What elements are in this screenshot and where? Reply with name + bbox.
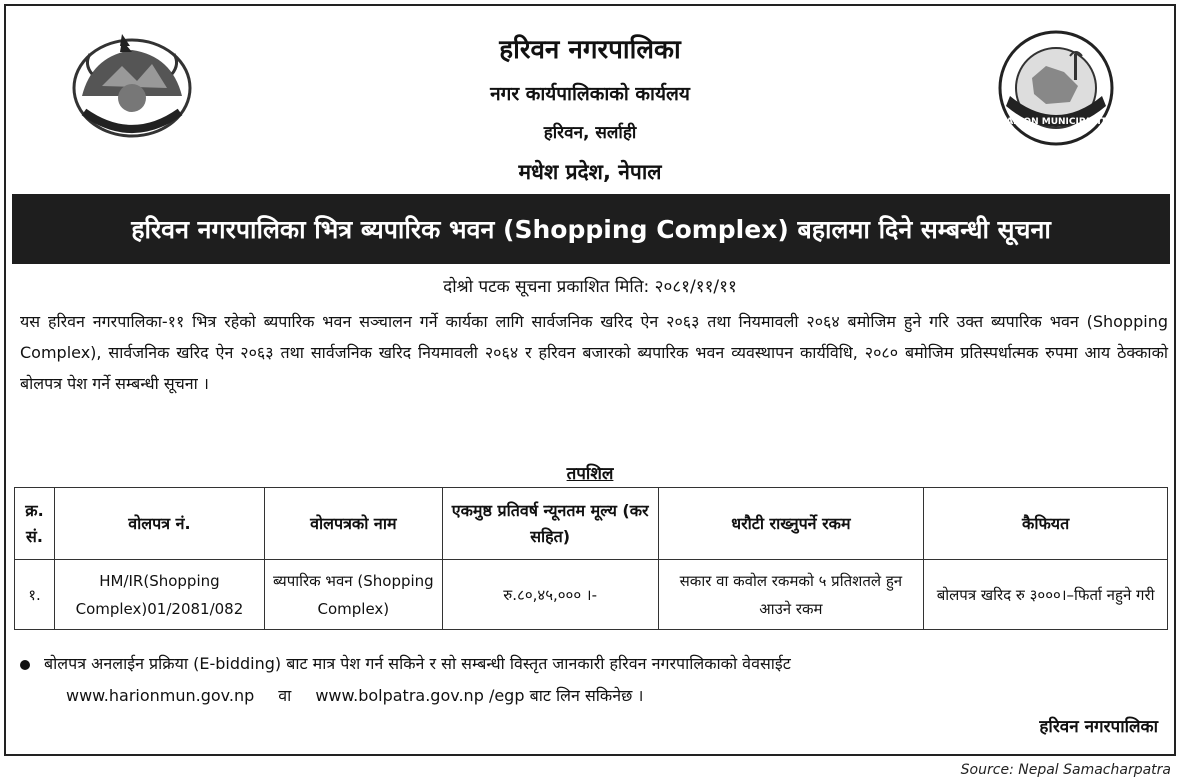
- publication-date: दोश्रो पटक सूचना प्रकाशित मिति: २०८१/११/११: [443, 277, 737, 297]
- ebidding-note: [20, 648, 1170, 712]
- office-address: हरिवन, सर्लाही: [543, 123, 637, 143]
- signature: हरिवन नगरपालिका: [1039, 717, 1158, 737]
- table-row: [15, 560, 1168, 630]
- table-caption-text: तपशिल: [566, 464, 614, 484]
- notice-title: हरिवन नगरपालिका भित्र ब्यपारिक भवन (Shopping Complex) बहालमा दिने सम्बन्धी सूचना: [12, 194, 1170, 264]
- table-header-row: [15, 488, 1168, 560]
- cell-bid-name: ब्यपारिक भवन (Shopping Complex): [264, 560, 442, 630]
- header-bid-no: वोलपत्र नं.: [54, 488, 264, 560]
- logo-text: HARION MUNICIPALITY: [998, 117, 1114, 127]
- cell-deposit: सकार वा कवोल रकमको ५ प्रतिशतले हुन आउने रकम: [658, 560, 924, 630]
- header-bid-name: वोलपत्रको नाम: [264, 488, 442, 560]
- cell-serial: १.: [15, 560, 55, 630]
- cell-min-price: रु.८०,४५,००० ।-: [442, 560, 658, 630]
- cell-bid-no: HM/IR(Shopping Complex)01/2081/082: [54, 560, 264, 630]
- province-country: मधेश प्रदेश, नेपाल: [518, 160, 662, 184]
- bid-table: [14, 487, 1168, 630]
- ebidding-suffix: बाट लिन सकिनेछ ।: [529, 686, 644, 705]
- header-remarks: कैफियत: [924, 488, 1168, 560]
- header-min-price: एकमुष्ठ प्रतिवर्ष न्यूनतम मूल्य (कर सहित): [442, 488, 658, 560]
- source-credit: Source: Nepal Samacharpatra: [960, 762, 1171, 778]
- municipality-name: हरिवन नगरपालिका: [499, 35, 681, 65]
- website-link-bolpatra[interactable]: www.bolpatra.gov.np /egp: [315, 686, 525, 705]
- header-serial: क्र. सं.: [15, 488, 55, 560]
- table-caption: [6, 461, 1174, 484]
- bullet-icon: [20, 660, 30, 670]
- office-name: नगर कार्यपालिकाको कार्यलय: [490, 83, 690, 105]
- conjunction-text: वा: [278, 686, 292, 705]
- header-deposit: धरौटी राख्नुपर्ने रकम: [658, 488, 924, 560]
- cell-remarks: बोलपत्र खरिद रु ३०००।–फिर्ता नहुने गरी: [924, 560, 1168, 630]
- notice-document: [4, 4, 1176, 756]
- website-link-harion[interactable]: www.harionmun.gov.np: [66, 686, 255, 705]
- notice-body: यस हरिवन नगरपालिका-११ भित्र रहेको ब्यपारिक भवन सञ्चालन गर्ने कार्यका लागि सार्वजनिक खरिद ऐन २०६३ तथा नियमावली २०६४ बमोजिम हुने गरि उक्त ब्यपारिक भवन (Shopping Complex), सार्वजनिक खरिद ऐन २०६३ तथा सार्वजनिक खरिद नियमावली २०६४ र हरिवन बजारको ब्यपारिक भवन व्यवस्थापन कार्यविधि, २०८० बमोजिम प्रतिस्पर्धात्मक रुपमा आय ठेक्काको बोलपत्र पेश गर्ने सम्बन्धी सूचना ।: [20, 312, 1168, 393]
- ebidding-text: बोलपत्र अनलाईन प्रक्रिया (E-bidding) बाट मात्र पेश गर्न सकिने र सो सम्बन्धी विस्तृत जानकारी हरिवन नगरपालिकाको वेवसाईट: [44, 654, 791, 673]
